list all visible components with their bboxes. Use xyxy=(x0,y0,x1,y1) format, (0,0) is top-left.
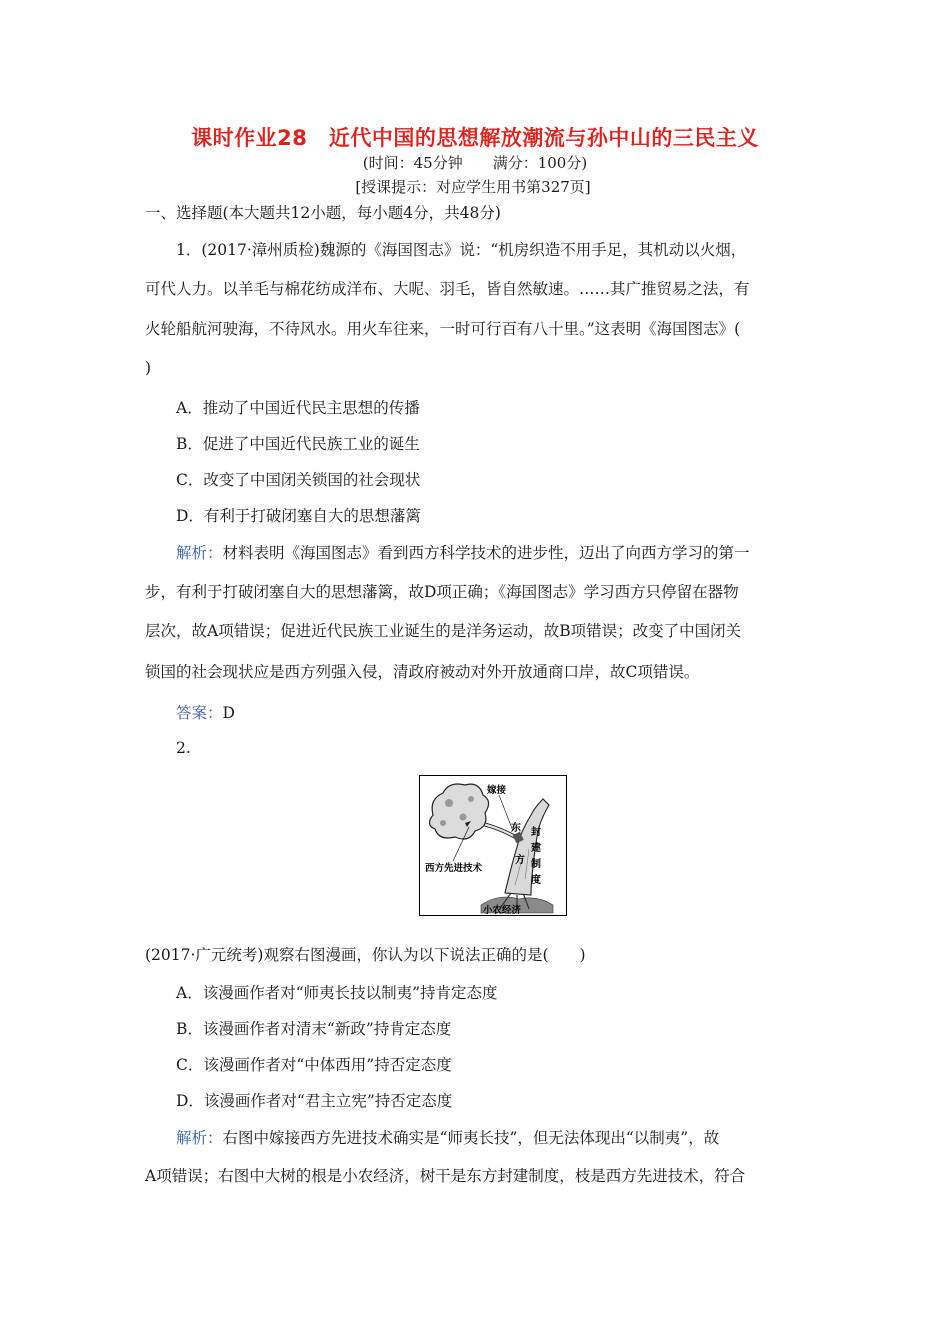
q1-answer-value: D xyxy=(222,704,235,722)
q1-stem-line-3: 火轮船航河驶海，不待风水。用火车往来，一时可行百有八十里。”这表明《海国图志》( xyxy=(145,320,741,338)
cartoon-svg xyxy=(419,775,567,916)
q1-analysis-line-2: 步，有利于打破闭塞自大的思想藩篱，故D项正确；《海国图志》学习西方只停留在器物 xyxy=(145,583,739,601)
feudal-char-1: 封 xyxy=(531,827,541,838)
feudal-char-2: 建 xyxy=(531,843,541,854)
q1-analysis-line-3: 层次，故A项错误；促进近代民族工业诞生的是洋务运动，故B项错误；改变了中国闭关 xyxy=(145,622,742,640)
q2-stem: (2017·广元统考)观察右图漫画，你认为以下说法正确的是( ) xyxy=(145,946,586,964)
cartoon-figure xyxy=(419,775,567,916)
east-label-char-2: 方 xyxy=(515,855,525,866)
page-title: 课时作业28 近代中国的思想解放潮流与孙中山的三民主义 xyxy=(191,126,759,150)
east-label-char-1: 东 xyxy=(511,823,521,834)
root-label: 小农经济 xyxy=(483,905,522,916)
hint-line: [授课提示：对应学生用书第327页] xyxy=(355,178,591,196)
q2-analysis-line-2: A项错误；右图中大树的根是小农经济，树干是东方封建制度，枝是西方先进技术，符合 xyxy=(145,1167,746,1185)
q1-analysis-text-1: 材料表明《海国图志》看到西方科学技术的进步性，迈出了向西方学习的第一 xyxy=(222,544,750,562)
q1-stem-line-1: 1．(2017·漳州质检)魏源的《海国图志》说：“机房织造不用手足，其机动以火烟， xyxy=(176,241,747,259)
q2-option-c: C．该漫画作者对“中体西用”持否定态度 xyxy=(176,1056,452,1074)
foliage-dot-3 xyxy=(440,820,446,826)
foliage-dot-1 xyxy=(445,799,453,807)
q1-stem-line-2: 可代人力。以羊毛与棉花纺成洋布、大呢、羽毛，皆自然敏速。……其广推贸易之法，有 xyxy=(145,280,750,298)
foliage-dot-2 xyxy=(460,814,467,821)
q1-answer-label: 答案： xyxy=(176,704,223,722)
q1-answer-line xyxy=(176,703,235,723)
q2-analysis-line-1 xyxy=(176,1128,719,1148)
q1-option-d: D．有利于打破闭塞自大的思想藩篱 xyxy=(176,507,421,525)
feudal-char-3: 制 xyxy=(531,859,541,870)
q1-analysis-label: 解析： xyxy=(176,544,223,562)
q2-analysis-label: 解析： xyxy=(176,1129,223,1147)
graft-label: 嫁接 xyxy=(487,785,507,796)
section-heading: 一、选择题(本大题共12小题，每小题4分，共48分) xyxy=(145,204,501,222)
q1-option-a: A．推动了中国近代民主思想的传播 xyxy=(176,399,420,417)
q2-option-b: B．该漫画作者对清末“新政”持肯定态度 xyxy=(176,1020,452,1038)
western-tech-label: 西方先进技术 xyxy=(425,863,483,874)
q2-option-a: A．该漫画作者对“师夷长技以制夷”持肯定态度 xyxy=(176,984,498,1002)
q1-stem-line-4: ) xyxy=(145,359,152,377)
q2-analysis-text-1: 右图中嫁接西方先进技术确实是“师夷长技”，但无法体现出“以制夷”，故 xyxy=(222,1129,720,1147)
q1-analysis-line-4: 锁国的社会现状应是西方列强入侵，清政府被动对外开放通商口岸，故C项错误。 xyxy=(145,663,700,681)
q1-analysis-line-1 xyxy=(176,543,750,563)
time-score-line: (时间：45分钟 满分：100分) xyxy=(362,154,588,172)
q1-option-b: B．促进了中国近代民族工业的诞生 xyxy=(176,435,420,453)
foliage-dot-4 xyxy=(468,796,474,802)
q1-option-c: C．改变了中国闭关锁国的社会现状 xyxy=(176,471,421,489)
q2-number: 2. xyxy=(176,739,191,757)
q2-option-d: D．该漫画作者对“君主立宪”持否定态度 xyxy=(176,1092,453,1110)
feudal-char-4: 度 xyxy=(531,875,541,886)
